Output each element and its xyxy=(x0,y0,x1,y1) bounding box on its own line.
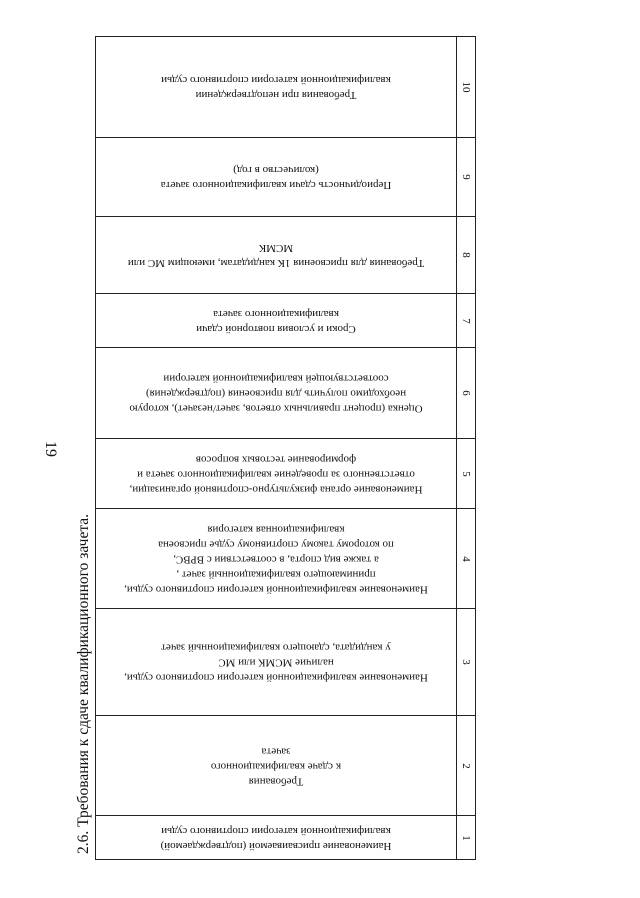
table-column-2 xyxy=(96,716,475,816)
column-number-7: 7 xyxy=(460,317,472,324)
column-number-6: 6 xyxy=(460,390,472,396)
column-header-1: Наименование присваиваемой (подтверждаемой) квалификационной категории спортивного судьи xyxy=(160,824,392,852)
table-column-6 xyxy=(96,348,475,439)
column-header-9: Периодичность сдачи квалификационного зачета (количество в год) xyxy=(160,164,392,191)
table-column-7 xyxy=(96,294,475,348)
column-number-10: 10 xyxy=(460,81,472,93)
table-column-1 xyxy=(96,816,475,859)
column-header-10: Требования при неподтверждении квалификационной категории спортивного судьи xyxy=(161,74,391,101)
requirements-table xyxy=(95,36,476,860)
column-header-3: Наименование квалификационной категории спортивного судьи, наличие МСМК или МС у кандидата, сдающего квалификационный зачет xyxy=(124,641,428,684)
section-title: 2.6. Требования к сдаче квалификационного зачета. xyxy=(75,513,92,855)
column-number-2: 2 xyxy=(460,762,472,769)
table-column-10 xyxy=(96,37,475,138)
page-number: 19 xyxy=(42,441,59,457)
column-header-2: Требования к сдаче квалификационного зачета xyxy=(210,745,342,787)
column-number-8: 8 xyxy=(460,252,472,258)
column-header-4: Наименование квалификационной категории спортивного судьи, принимающего квалификационный зачет , а также вид спорта, в соответствии с ВРВС, по которому такому спортивному судье присвоена квалификационная категория xyxy=(124,523,428,595)
column-number-5: 5 xyxy=(460,470,472,477)
column-header-7: Сроки и условия повторной сдачи квалификационного зачета xyxy=(196,307,356,335)
column-header-5: Наименование органа физкультурно-спортивной организации, ответственного за проведение квалификационного зачета и формирование тестовых вопросов xyxy=(129,453,423,495)
table-column-5 xyxy=(96,439,475,509)
column-number-3: 3 xyxy=(460,659,472,665)
table-column-4 xyxy=(96,509,475,609)
table-column-8 xyxy=(96,217,475,294)
table-column-9 xyxy=(96,138,475,217)
column-number-9: 9 xyxy=(460,174,472,180)
column-number-4: 4 xyxy=(460,555,472,562)
column-number-1: 1 xyxy=(460,834,472,841)
column-header-8: Требования для присвоения 1К кандидатам, имеющим МС или МСМК xyxy=(127,242,425,269)
column-header-6: Оценка (процент правильных ответов, зачет/незачет), которую необходимо получить для присвоения (подтверждения) соответствующей квалификационной категории xyxy=(129,372,423,415)
table-column-3 xyxy=(96,609,475,716)
